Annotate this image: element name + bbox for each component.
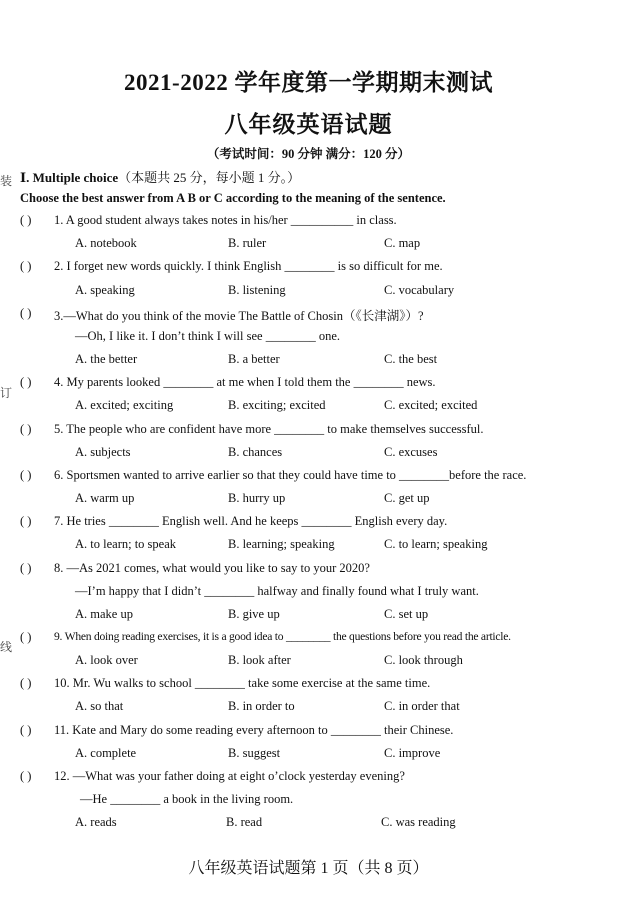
option-a: A. notebook: [75, 236, 137, 250]
option-c: C. in order that: [384, 699, 460, 713]
option-a: A. make up: [75, 607, 133, 621]
option-c: C. get up: [384, 491, 430, 505]
answer-blank[interactable]: ( ): [20, 213, 32, 227]
option-c: C. improve: [384, 746, 441, 760]
section-name: Multiple choice: [32, 170, 119, 185]
option-b: B. chances: [228, 445, 283, 459]
option-b: B. give up: [228, 607, 280, 621]
question-text: 1. A good student always takes notes in his/her __________ in class.: [54, 213, 397, 227]
question-text: 5. The people who are confident have more ________ to make themselves successful.: [54, 422, 484, 436]
binding-mark-zhuang: 装: [0, 174, 13, 188]
option-a: A. reads: [75, 815, 117, 829]
exam-title: 2021-2022 学年度第一学期期末测试: [124, 70, 493, 95]
option-b: B. look after: [228, 653, 291, 667]
exam-subtitle: 八年级英语试题: [224, 112, 393, 137]
option-a: A. subjects: [75, 445, 131, 459]
page-footer: 八年级英语试题第 1 页（共 8 页）: [188, 860, 429, 877]
option-c: C. to learn; speaking: [384, 537, 488, 551]
answer-blank[interactable]: ( ): [20, 676, 32, 690]
option-a: A. the better: [75, 352, 138, 366]
question-text: 3.—What do you think of the movie The Battle of Chosin（《长津湖》）?: [54, 309, 424, 323]
option-c: C. the best: [384, 352, 438, 366]
option-c: C. map: [384, 236, 421, 250]
option-a: A. so that: [75, 699, 124, 713]
question-text: 6. Sportsmen wanted to arrive earlier so that they could have time to ________before the race.: [54, 468, 527, 482]
option-a: A. complete: [75, 746, 137, 760]
option-c: C. vocabulary: [384, 283, 455, 297]
answer-blank[interactable]: ( ): [20, 769, 32, 783]
question-text: 8. —As 2021 comes, what would you like to say to your 2020?: [54, 561, 370, 575]
option-c: C. was reading: [381, 815, 456, 829]
exam-info: （考试时间：90 分钟 满分：120 分）: [206, 147, 411, 161]
question-text: 4. My parents looked ________ at me when I told them the ________ news.: [54, 375, 436, 389]
question-text-line2: —Oh, I like it. I don’t think I will see ________ one.: [75, 329, 341, 343]
question-text: 12. —What was your father doing at eight o’clock yesterday evening?: [54, 769, 405, 783]
question-text: 7. He tries ________ English well. And he keeps ________ English every day.: [54, 514, 448, 528]
answer-blank[interactable]: ( ): [20, 723, 32, 737]
option-a: A. excited; exciting: [75, 398, 174, 412]
option-b: B. suggest: [228, 746, 281, 760]
option-a: A. to learn; to speak: [75, 537, 177, 551]
question-text-line2: —I’m happy that I didn’t ________ halfway and finally found what I truly want.: [75, 584, 479, 598]
question-text-line2: —He ________ a book in the living room.: [80, 792, 294, 806]
answer-blank[interactable]: ( ): [20, 306, 32, 320]
section-instruction: Choose the best answer from A B or C according to the meaning of the sentence.: [20, 191, 446, 205]
question-text: 11. Kate and Mary do some reading every afternoon to ________ their Chinese.: [54, 723, 454, 737]
binding-mark-xian: 线: [0, 640, 13, 654]
option-c: C. look through: [384, 653, 463, 667]
answer-blank[interactable]: ( ): [20, 422, 32, 436]
answer-blank[interactable]: ( ): [20, 630, 32, 644]
option-b: B. ruler: [228, 236, 267, 250]
option-b: B. hurry up: [228, 491, 286, 505]
answer-blank[interactable]: ( ): [20, 375, 32, 389]
option-b: B. read: [226, 815, 263, 829]
option-c: C. set up: [384, 607, 429, 621]
question-text: 10. Mr. Wu walks to school ________ take some exercise at the same time.: [54, 676, 431, 690]
question-text: 2. I forget new words quickly. I think English ________ is so difficult for me.: [54, 259, 443, 273]
answer-blank[interactable]: ( ): [20, 259, 32, 273]
option-b: B. a better: [228, 352, 280, 366]
option-b: B. learning; speaking: [228, 537, 335, 551]
option-a: A. warm up: [75, 491, 135, 505]
option-c: C. excited; excited: [384, 398, 478, 412]
section-note: （本题共 25 分，每小题 1 分。）: [118, 170, 301, 185]
option-a: A. look over: [75, 653, 138, 667]
question-text: 9. When doing reading exercises, it is a good idea to ________ the questions before you read the article.: [54, 630, 511, 643]
answer-blank[interactable]: ( ): [20, 468, 32, 482]
section-label: Ⅰ.: [20, 170, 30, 185]
option-c: C. excuses: [384, 445, 438, 459]
option-b: B. in order to: [228, 699, 295, 713]
answer-blank[interactable]: ( ): [20, 561, 32, 575]
binding-mark-ding: 订: [0, 386, 13, 400]
option-b: B. listening: [228, 283, 286, 297]
answer-blank[interactable]: ( ): [20, 514, 32, 528]
section-heading: [20, 167, 300, 186]
option-b: B. exciting; excited: [228, 398, 326, 412]
option-a: A. speaking: [75, 283, 135, 297]
